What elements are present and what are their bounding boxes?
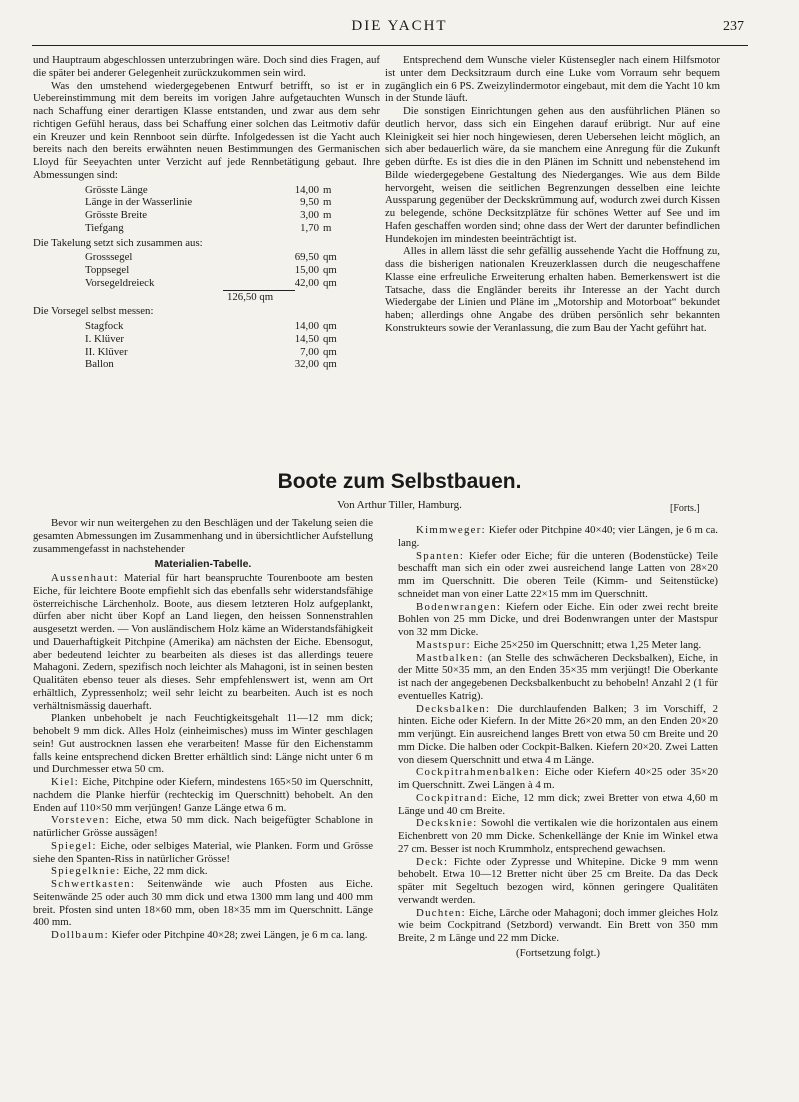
material-entry: Duchten: Eiche, Lärche oder Mahagoni; doch immer gleiches Holz wie beim Cockpitrand (Setzbord) verwandt. Ein Brett von 350 mm Breite, 2 m Länge und 22 mm Dicke. <box>398 906 719 944</box>
material-entry: Bodenwrangen: Kiefern oder Eiche. Ein oder zwei recht breite Bohlen von 25 mm Dicke, und drei Bodenwrangen unter der Mastspur von 32 mm Dicke. <box>398 600 718 638</box>
paragraph: Entsprechend dem Wunsche vieler Küstensegler nach einem Hilfsmotor ist unter dem Decksitzraum durch eine Luke vom Vorraum sehr bequem zugänglich ein 6 PS. Zweizylindermotor eingebaut, mit dem die Yacht 10 km in der Stunde läuft. <box>385 54 720 105</box>
headsail-row: Stagfock 14,00 qm <box>85 320 337 332</box>
table-heading: Materialien-Tabelle. <box>154 558 252 571</box>
sail-row: Toppsegel 15,00 qm <box>85 264 337 276</box>
material-entry: Spiegel: Eiche, oder selbiges Material, wie Planken. Form und Grösse siehe den Spanten-Riss in natürlicher Grösse! <box>33 839 373 865</box>
dimension-row: Grösste Länge 14,00 m <box>85 183 332 196</box>
paragraph: Die Vorsegel selbst messen: <box>33 305 154 318</box>
paragraph: Bevor wir nun weitergehen zu den Beschlägen und der Takelung seien die gesamten Abmessungen im Zusammenhang und in übersichtlicher Aufstellung zusammengefasst in nachstehender <box>33 517 373 555</box>
dimension-row: Grösste Breite 3,00 m <box>85 209 332 221</box>
continued-note: [Forts.] <box>670 503 700 514</box>
to-be-continued: (Fortsetzung folgt.) <box>516 946 600 959</box>
headsail-row: Ballon 32,00 qm <box>85 358 337 371</box>
dimensions-list <box>33 184 380 235</box>
material-entry: Mastbalken: (an Stelle des schwächeren Decksbalken), Eiche, in der Mitte 50×35 mm, an den Enden 35×35 mm verjüngt! Die Oberkante ist nach der angegebenen Decksbalkenbucht zu behobeln! Anzahl 2 (1 für eventuelles Katrig). <box>398 651 718 702</box>
running-header: DIE YACHT <box>351 18 448 34</box>
material-entry: Decksbalken: Die durchlaufenden Balken; 3 im Vorschiff, 2 hinten. Eiche oder Kiefern. In der Mitte 26×20 mm, an den Enden 20×20 mm verjüngt. Ein ausreichend langes Brett von etwa 50 cm Breite und 20 mm Dicke. Die halben oder Cockpit-Balken. Kiefern 20×20. Zwei Latten von diesem Querschnitt und etwa 4 m Länge. <box>398 702 718 766</box>
material-entry: Mastspur: Eiche 25×250 im Querschnitt; etwa 1,25 Meter lang. <box>416 638 702 651</box>
paragraph: Was den umstehend wiedergegebenen Entwurf betrifft, so ist er in Uebereinstimmung mit dem bereits im vorigen Jahre aufgetauchten Wunsch nach Schaffung einer derartigen Klasse entstanden, und zwar aus dem sehr richtigen Gefühl heraus, dass bei Schaffung einer solchen das Leitmotiv dafür ein Kreuzer und kein Rennboot sein dürfte. Infolgedessen ist die Yacht auch bereits nach den bereits erwähnten neuen Bestimmungen des Germanischen Lloyd für Seeyachten unter Verzicht auf jede Rennbetätigung gebaut. Ihre Abmessungen sind: <box>33 79 380 181</box>
bottom-left-column <box>33 517 373 942</box>
dimension-row: Tiefgang 1,70 m <box>85 221 332 234</box>
bottom-right-column <box>398 524 718 960</box>
sail-row: Grosssegel 69,50 qm <box>85 251 337 264</box>
material-entry: Deck: Fichte oder Zypresse und Whitepine. Dicke 9 mm wenn behobelt. Etwa 10—12 Bretter nicht über 25 cm Breite. Da das Deck später mit Segeltuch bezogen wird, können geringere Qualitäten verwandt werden. <box>398 855 718 906</box>
material-entry: Spiegelknie: Eiche, 22 mm dick. <box>51 865 208 878</box>
paragraph: Planken unbehobelt je nach Feuchtigkeitsgehalt 11—12 mm dick; behobelt 9 mm dick. Alles Holz (einheimisches) muss im Winter geschlagen sein! Gut austrocknen lassen ehe verarbeiten! Masse für den Eichenstamm falls keine entsprechend dicken Bretter erhältlich sind: Länge nicht unter 6 m und Durchmesser etwa 50 cm. <box>33 712 373 776</box>
article-title: Boote zum Selbstbauen. <box>277 470 522 493</box>
header-rule <box>32 45 748 46</box>
paragraph: und Hauptraum abgeschlossen unterzubringen wäre. Doch sind dies Fragen, auf die später bei anderer Gelegenheit zurückzukommen sein wird. <box>33 54 380 79</box>
material-entry: Kimmweger: Kiefer oder Pitchpine 40×40; vier Längen, je 6 m ca. lang. <box>398 524 718 549</box>
material-entry: Vorsteven: Eiche, etwa 50 mm dick. Nach beigefügter Schablone in natürlicher Grösse aussägen! <box>33 814 373 839</box>
material-entry: Cockpitrahmenbalken: Eiche oder Kiefern 40×25 oder 35×20 im Querschnitt. Zwei Längen à 4 m. <box>398 766 719 791</box>
article-byline: Von Arthur Tiller, Hamburg. <box>337 499 462 511</box>
material-entry: Spanten: Kiefer oder Eiche; für die unteren (Bodenstücke) Teile beschafft man sich ein oder zwei ausreichend lange Latten von 28×20 mm im Querschnitt. Die oberen Teile (Kimm- und Seitenstücke) schneidet man von einer Latte 22×15 mm im Querschnitt. <box>398 549 718 600</box>
material-entry: Cockpitrand: Eiche, 12 mm dick; zwei Bretter von etwa 4,60 m Länge und 40 cm Breite. <box>398 791 718 817</box>
material-entry: Aussenhaut: Material für hart beanspruchte Tourenboote am besten Eiche, für leichtere Boote empfiehlt sich das ebenfalls sehr widerstandsfähige österreichische Lärchenholz. Boote, aus diesem letzteren Holz aufgeplankt, dürfen aber nicht über Kopf an Land liegen, den heissen Sonnenstrahlen ausgesetzt werden. — Von ausländischem Holz käme an Widerstandsfähigkeit und Dauerhaftigkeit Pitchpine (Amerika) am nächsten der Eiche. Ebensogut, aber bedeutend leichter zu bearbeiten als dieses ist das allerdings teuere Mahagoni. Zedern, spezifisch noch leichter als Mahagoni, ist in seinen besten Qualitäten ebenso teuer als dieses. Sehr empfehlenswert ist, wenn am Ort erhältlich, Zypressenholz; weil sehr leicht zu bearbeiten. Auch ist es noch verhältnismässig dauerhaft. <box>33 572 373 712</box>
sail-area-sum: 126,50 qm <box>223 290 295 304</box>
material-entry: Dollbaum: Kiefer oder Pitchpine 40×28; zwei Längen, je 6 m ca. lang. <box>51 929 368 941</box>
top-left-column <box>33 54 380 373</box>
sail-area-list <box>33 251 380 303</box>
top-right-column <box>385 54 720 335</box>
paragraph: Die sonstigen Einrichtungen gehen aus den ausführlichen Plänen so deutlich hervor, dass sich ein Eingehen darauf erübrigt. Nur auf eine Kleinigkeit sei hier noch hingewiesen, deren Uebersehen leicht möglich, an sich aber bedauerlich wäre, da sie manchem eine Anregung für die Zukunft geben dürfte. Es ist dies die in den Plänen im Schnitt und nebenstehend im Bilde wiedergegebene Gestaltung des Niederganges. Wie aus dem Bilde hervorgeht, weisen die seitlichen Begrenzungen desselben eine leichte Aussparung gegenüber der Deckskrümmung auf, wodurch zwei durch Kissen zu belegende, schöne Decksitzplätze für schönes Wetter auf See und im Hafen geschaffen worden sind; ohne dass der Wert der darunter befindlichen Hundekojen im mindesten beeinträchtigt ist. <box>385 105 720 245</box>
headsail-row: I. Klüver 14,50 qm <box>85 332 337 345</box>
paragraph: Die Takelung setzt sich zusammen aus: <box>33 236 203 249</box>
paragraph: Alles in allem lässt die sehr gefällig aussehende Yacht die Hoffnung zu, dass die bisherigen nationalen Kreuzerklassen durch die neugeschaffene Klasse eine erfreuliche Erweiterung erhalten haben. Bemerkenswert ist die Tatsache, dass die Engländer bereits ihr Interesse an der Yacht durch Wiedergabe der Linien und Pläne im „Motorship and Motorboat“ bekundet haben; allerdings ohne Angabe des drüben persönlich sehr bekannten Konstrukteurs sowie der Veranlassung, die zum Bau der Yacht geführt hat. <box>385 245 720 334</box>
material-entry: Decksknie: Sowohl die vertikalen wie die horizontalen aus einem Eichenbrett von 20 mm Dicke. Schenkellänge der Knie im Winkel etwa 27 cm. Besser ist noch Krummholz, entsprechend gewachsen. <box>398 817 719 855</box>
material-entry: Kiel: Eiche, Pitchpine oder Kiefern, mindestens 165×50 im Querschnitt, nachdem die Planke hierfür (rechteckig im Querschnitt) behobelt. An den Enden auf 110×50 mm verjüngen! Ganze Länge etwa 6 m. <box>33 776 373 814</box>
dimension-row: Länge in der Wasserlinie 9,50 m <box>85 196 332 209</box>
headsail-row: II. Klüver 7,00 qm <box>85 345 337 358</box>
sail-row: Vorsegeldreieck 42,00 qm <box>85 276 337 289</box>
page-number: 237 <box>723 19 744 34</box>
material-entry: Schwertkasten: Seitenwände wie auch Pfosten aus Eiche. Seitenwände 25 oder auch 30 mm dick und etwa 1300 mm lang und 400 mm breit. Pfosten sind unten 18×60 mm, oben 18×35 mm im Querschnitt. Länge 400 mm. <box>33 878 373 929</box>
headsail-list <box>33 320 380 371</box>
